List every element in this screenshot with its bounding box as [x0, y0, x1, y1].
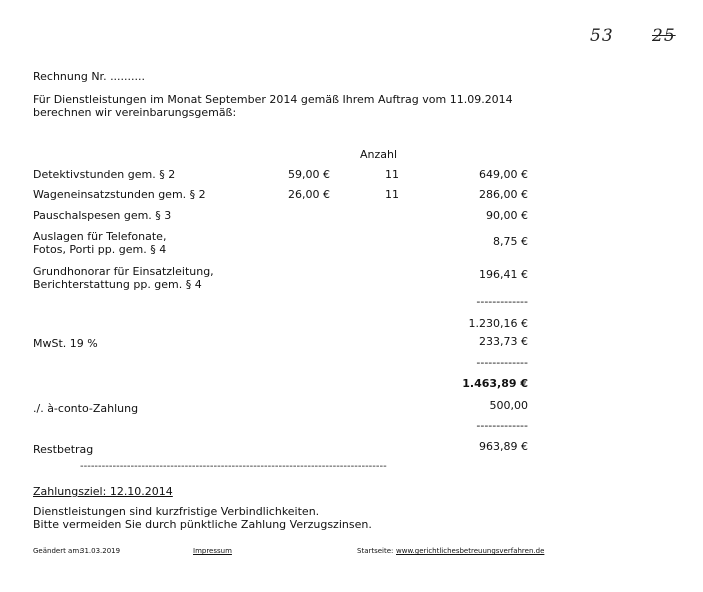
advance-payment-amount: 500,00	[489, 399, 528, 412]
item-label: Wageneinsatzstunden gem. § 2	[33, 188, 206, 201]
item-rate: 59,00 €	[288, 168, 330, 181]
intro-line-1: Für Dienstleistungen im Monat September 2014 gemäß Ihrem Auftrag vom 11.09.2014	[33, 93, 513, 106]
payment-target: Zahlungsziel: 12.10.2014	[33, 485, 173, 498]
subtotal-amount: 1.230,16 €	[468, 317, 528, 330]
item-amount: 649,00 €	[479, 168, 528, 181]
footer-imprint-link[interactable]: Impressum	[193, 547, 232, 555]
item-label-continued: Berichterstattung pp. gem. § 4	[33, 278, 202, 291]
footer-homepage-label: Startseite:	[357, 547, 394, 555]
vat-label: MwSt. 19 %	[33, 337, 98, 350]
closing-line-2: Bitte vermeiden Sie durch pünktliche Zahlung Verzugszinsen.	[33, 518, 372, 531]
vat-amount: 233,73 €	[479, 335, 528, 348]
item-qty: 11	[385, 168, 399, 181]
footer-homepage-link[interactable]: www.gerichtlichesbetreuungsverfahren.de	[396, 547, 545, 555]
remaining-amount: 963,89 €	[479, 440, 528, 453]
item-rate: 26,00 €	[288, 188, 330, 201]
item-qty: 11	[385, 188, 399, 201]
footer-changed-date: 31.03.2019	[80, 547, 121, 555]
item-amount: 196,41 €	[479, 268, 528, 281]
total-amount: 1.463,89 €	[462, 377, 528, 390]
separator: -------------	[476, 419, 528, 432]
advance-payment-label: ./. à-conto-Zahlung	[33, 402, 139, 415]
long-separator: -------------------------------------------------------------------------------------	[80, 461, 387, 472]
closing-line-1: Dienstleistungen sind kurzfristige Verbindlichkeiten.	[33, 505, 320, 518]
item-label: Detektivstunden gem. § 2	[33, 168, 176, 181]
item-label: Grundhonorar für Einsatzleitung,	[33, 265, 214, 278]
separator: -------------	[476, 356, 528, 369]
item-label: Pauschalspesen gem. § 3	[33, 209, 172, 222]
handwritten-mark-53: 53	[590, 26, 614, 46]
invoice-number-label: Rechnung Nr. ..........	[33, 70, 146, 83]
item-amount: 8,75 €	[493, 235, 528, 248]
item-label: Auslagen für Telefonate,	[33, 230, 167, 243]
intro-line-2: berechnen wir vereinbarungsgemäß:	[33, 106, 237, 119]
handwritten-mark-25: 25	[652, 26, 676, 46]
item-label-continued: Fotos, Porti pp. gem. § 4	[33, 243, 167, 256]
remaining-label: Restbetrag	[33, 443, 94, 456]
footer-changed-label: Geändert am:	[33, 547, 82, 555]
item-amount: 90,00 €	[486, 209, 528, 222]
item-amount: 286,00 €	[479, 188, 528, 201]
separator: -------------	[476, 295, 528, 308]
column-header-quantity: Anzahl	[360, 148, 398, 161]
